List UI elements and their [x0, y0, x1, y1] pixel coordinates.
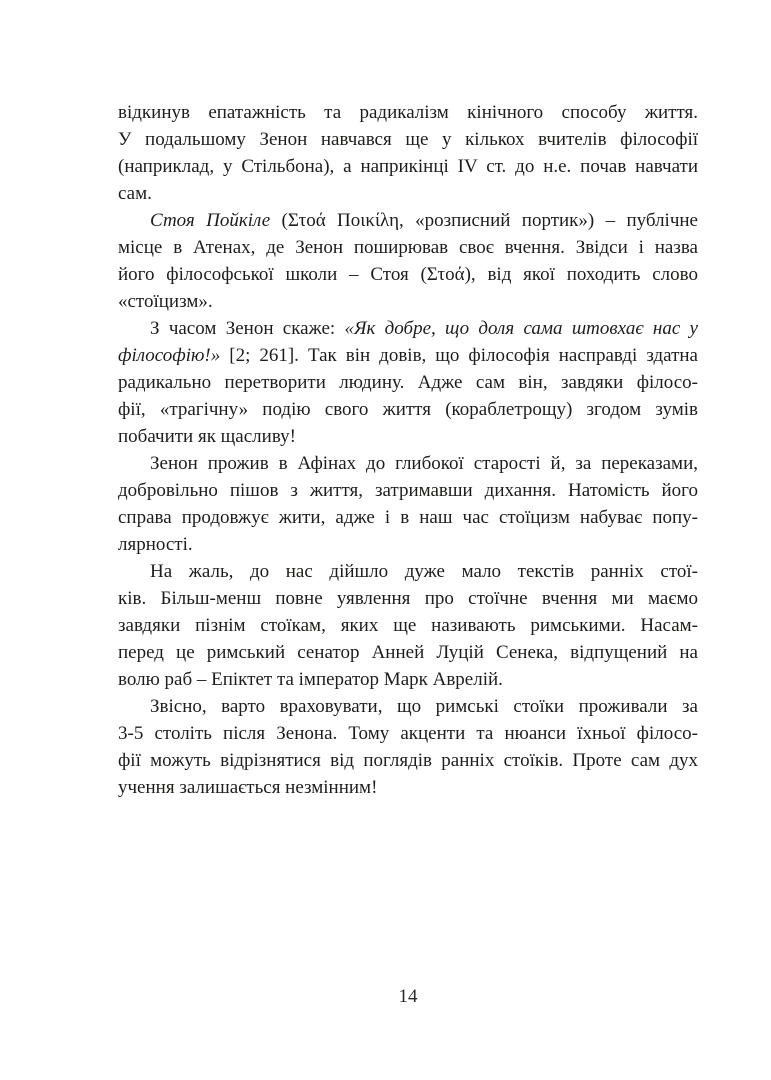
- text-segment: Зенон прожив в Афінах до глибокої старості й, за переказами,: [150, 453, 698, 474]
- text-line: [118, 207, 698, 234]
- text-line: [118, 342, 698, 369]
- italic-text-segment: Стоя Пойкіле: [150, 210, 271, 231]
- text-segment: радикально перетворити людину. Адже сам він, завдяки філосо-: [118, 372, 698, 393]
- text-segment: лярності.: [118, 534, 193, 555]
- text-line: [118, 639, 698, 666]
- paragraph: [118, 693, 698, 801]
- paragraph: [118, 207, 698, 315]
- paragraph: [118, 315, 698, 450]
- text-line: [118, 666, 698, 693]
- text-line: [118, 747, 698, 774]
- text-segment: перед це римський сенатор Анней Луцій Сенека, відпущений на: [118, 642, 698, 663]
- text-line: [118, 504, 698, 531]
- text-segment: 3-5 століть після Зенона. Тому акценти та нюанси їхньої філосо-: [118, 723, 698, 744]
- page-number: 14: [398, 986, 418, 1007]
- text-segment: У подальшому Зенон навчався ще у кількох вчителів філософії: [118, 129, 698, 150]
- text-segment: фії можуть відрізнятися від поглядів ранніх стоїків. Проте сам дух: [118, 750, 698, 771]
- text-line: [118, 234, 698, 261]
- paragraph: [118, 99, 698, 207]
- text-line: [118, 396, 698, 423]
- text-segment: ків. Більш-менш повне уявлення про стоїчне вчення ми маємо: [118, 588, 698, 609]
- text-line: [118, 153, 698, 180]
- page-footer: [118, 986, 698, 1008]
- text-segment: З часом Зенон скаже:: [150, 318, 345, 339]
- text-segment: фії, «трагічну» подію свого життя (кораблетрощу) згодом зумів: [118, 399, 698, 420]
- text-line: [118, 450, 698, 477]
- text-line: [118, 720, 698, 747]
- text-line: [118, 126, 698, 153]
- text-segment: На жаль, до нас дійшло дуже мало текстів ранніх стої-: [150, 561, 698, 582]
- text-segment: [2; 261]. Так він довів, що філософія насправді здатна: [220, 345, 698, 366]
- paragraph: [118, 558, 698, 693]
- text-segment: «стоїцизм».: [118, 291, 213, 312]
- text-segment: добровільно пішов з життя, затримавши дихання. Натомість його: [118, 480, 698, 501]
- text-segment: (наприклад, у Стільбона), а наприкінці IV ст. до н.е. почав навчати: [118, 156, 698, 177]
- paragraph: [118, 450, 698, 558]
- text-segment: відкинув епатажність та радикалізм кінічного способу життя.: [118, 102, 698, 123]
- text-segment: побачити як щасливу!: [118, 426, 296, 447]
- body-text: [118, 99, 698, 801]
- italic-text-segment: «Як добре, що доля сама штовхає нас у: [344, 318, 698, 339]
- text-segment: волю раб – Епіктет та імператор Марк Аврелій.: [118, 669, 503, 690]
- text-line: [118, 585, 698, 612]
- text-segment: завдяки пізнім стоїкам, яких ще називають римськими. Насам-: [118, 615, 698, 636]
- text-line: [118, 531, 698, 558]
- text-line: [118, 288, 698, 315]
- text-segment: сам.: [118, 183, 152, 204]
- text-segment: місце в Атенах, де Зенон поширював своє вчення. Звідси і назва: [118, 237, 698, 258]
- text-segment: справа продовжує жити, адже і в наш час стоїцизм набуває попу-: [118, 507, 698, 528]
- text-line: [118, 693, 698, 720]
- text-segment: учення залишається незмінним!: [118, 777, 378, 798]
- text-line: [118, 180, 698, 207]
- text-line: [118, 315, 698, 342]
- text-segment: Звісно, варто враховувати, що римські стоїки проживали за: [150, 696, 698, 717]
- text-line: [118, 261, 698, 288]
- text-line: [118, 558, 698, 585]
- italic-text-segment: філософію!»: [118, 345, 221, 366]
- text-segment: (Στοά Ποικίλη, «розписний портик») – публічне: [270, 210, 698, 231]
- text-segment: його філософської школи – Стоя (Στοά), від якої походить слово: [118, 264, 698, 285]
- text-line: [118, 612, 698, 639]
- text-line: [118, 774, 698, 801]
- text-line: [118, 477, 698, 504]
- text-line: [118, 369, 698, 396]
- text-line: [118, 99, 698, 126]
- text-line: [118, 423, 698, 450]
